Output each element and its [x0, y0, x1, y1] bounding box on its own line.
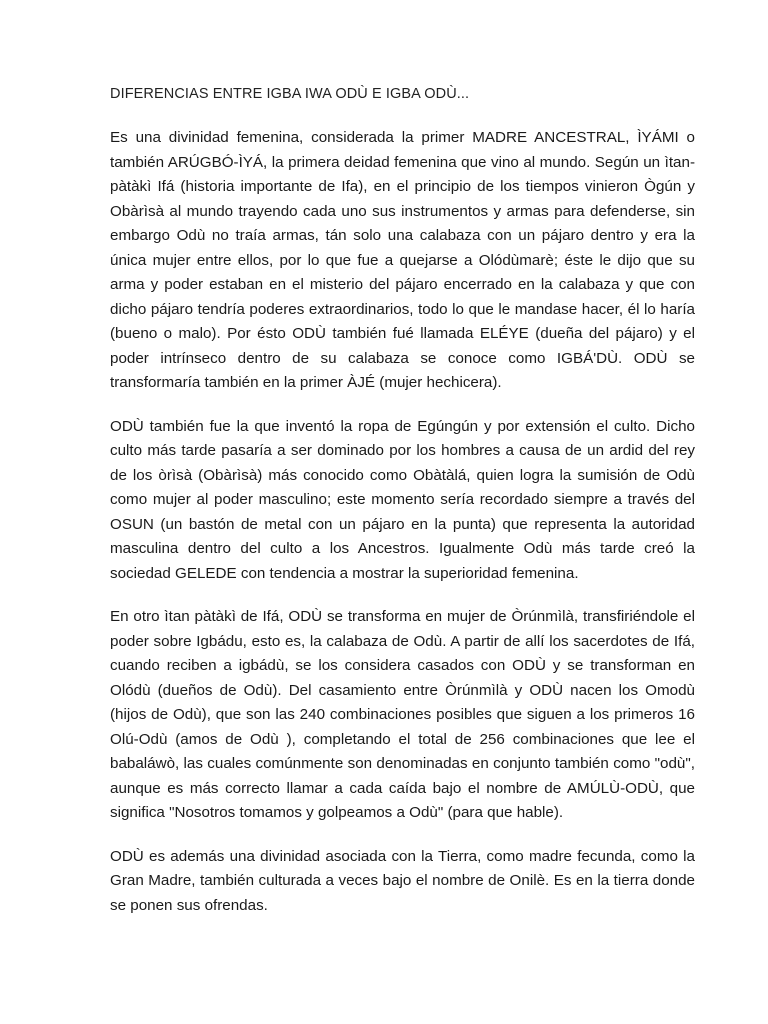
paragraph-2: ODÙ también fue la que inventó la ropa de Egúngún y por extensión el culto. Dicho culto más tarde pasaría a ser dominado por los hombres a causa de un ardid del rey de los òrìsà (Obàrìsà) más conocido como Obàtàlá, quien logra la sumisión de Odù como mujer al poder masculino; este momento sería recordado siempre a través del OSUN (un bastón de metal con un pájaro en la punta) que representa la autoridad masculina dentro del culto a los Ancestros. Igualmente Odù más tarde creó la sociedad GELEDE con tendencia a mostrar la superioridad femenina.	[110, 417, 695, 582]
paragraph-4: ODÙ es además una divinidad asociada con la Tierra, como madre fecunda, como la Gran Madre, también culturada a veces bajo el nombre de Onilè. Es en la tierra donde se ponen sus ofrendas.	[110, 847, 695, 914]
document-title: DIFERENCIAS ENTRE IGBA IWA ODÙ E IGBA ODÙ...	[110, 86, 470, 102]
paragraph-3: En otro ìtan pàtàkì de Ifá, ODÙ se transforma en mujer de Òrúnmìlà, transfiriéndole el poder sobre Igbádu, esto es, la calabaza de Odù. A partir de allí los sacerdotes de Ifá, cuando reciben a igbádù, se los considera casados con ODÙ y se transforman en Olódù (dueños de Odù). Del casamiento entre Òrúnmìlà y ODÙ nacen los Omodù (hijos de Odù), que son las 240 combinaciones posibles que siguen a los primeros 16 Olú-Odù (amos de Odù ), completando el total de 256 combinaciones que lee el babaláwò, las cuales comúnmente son denominadas en conjunto también como "odù", aunque es más correcto llamar a cada caída bajo el nombre de AMÚLÙ-ODÙ, que significa "Nosotros tomamos y golpeamos a Odù" (para que hable).	[110, 608, 695, 821]
document-body	[110, 84, 695, 937]
paragraph-1: Es una divinidad femenina, considerada la primer MADRE ANCESTRAL, ÌYÁMI o también ARÚGBÓ-ÌYÁ, la primera deidad femenina que vino al mundo. Según un ìtan-pàtàkì Ifá (historia importante de Ifa), en el principio de los tiempos vinieron Ògún y Obàrìsà al mundo trayendo cada uno sus instrumentos y armas para defenderse, sin embargo Odù no traía armas, tán solo una calabaza con un pájaro dentro y era la única mujer entre ellos, por lo que fue a quejarse a Olódùmarè; éste le dijo que su arma y poder estaban en el misterio del pájaro encerrado en la calabaza y que con dicho pájaro tendría poderes extraordinarios, todo lo que le mandase hacer, él lo haría (bueno o malo). Por ésto ODÙ también fué llamada ELÉYE (dueña del pájaro) y el poder intrínseco dentro de su calabaza se conoce como IGBÁ'DÙ. ODÙ se transformaría también en la primer ÀJÉ (mujer hechicera).	[110, 129, 695, 391]
